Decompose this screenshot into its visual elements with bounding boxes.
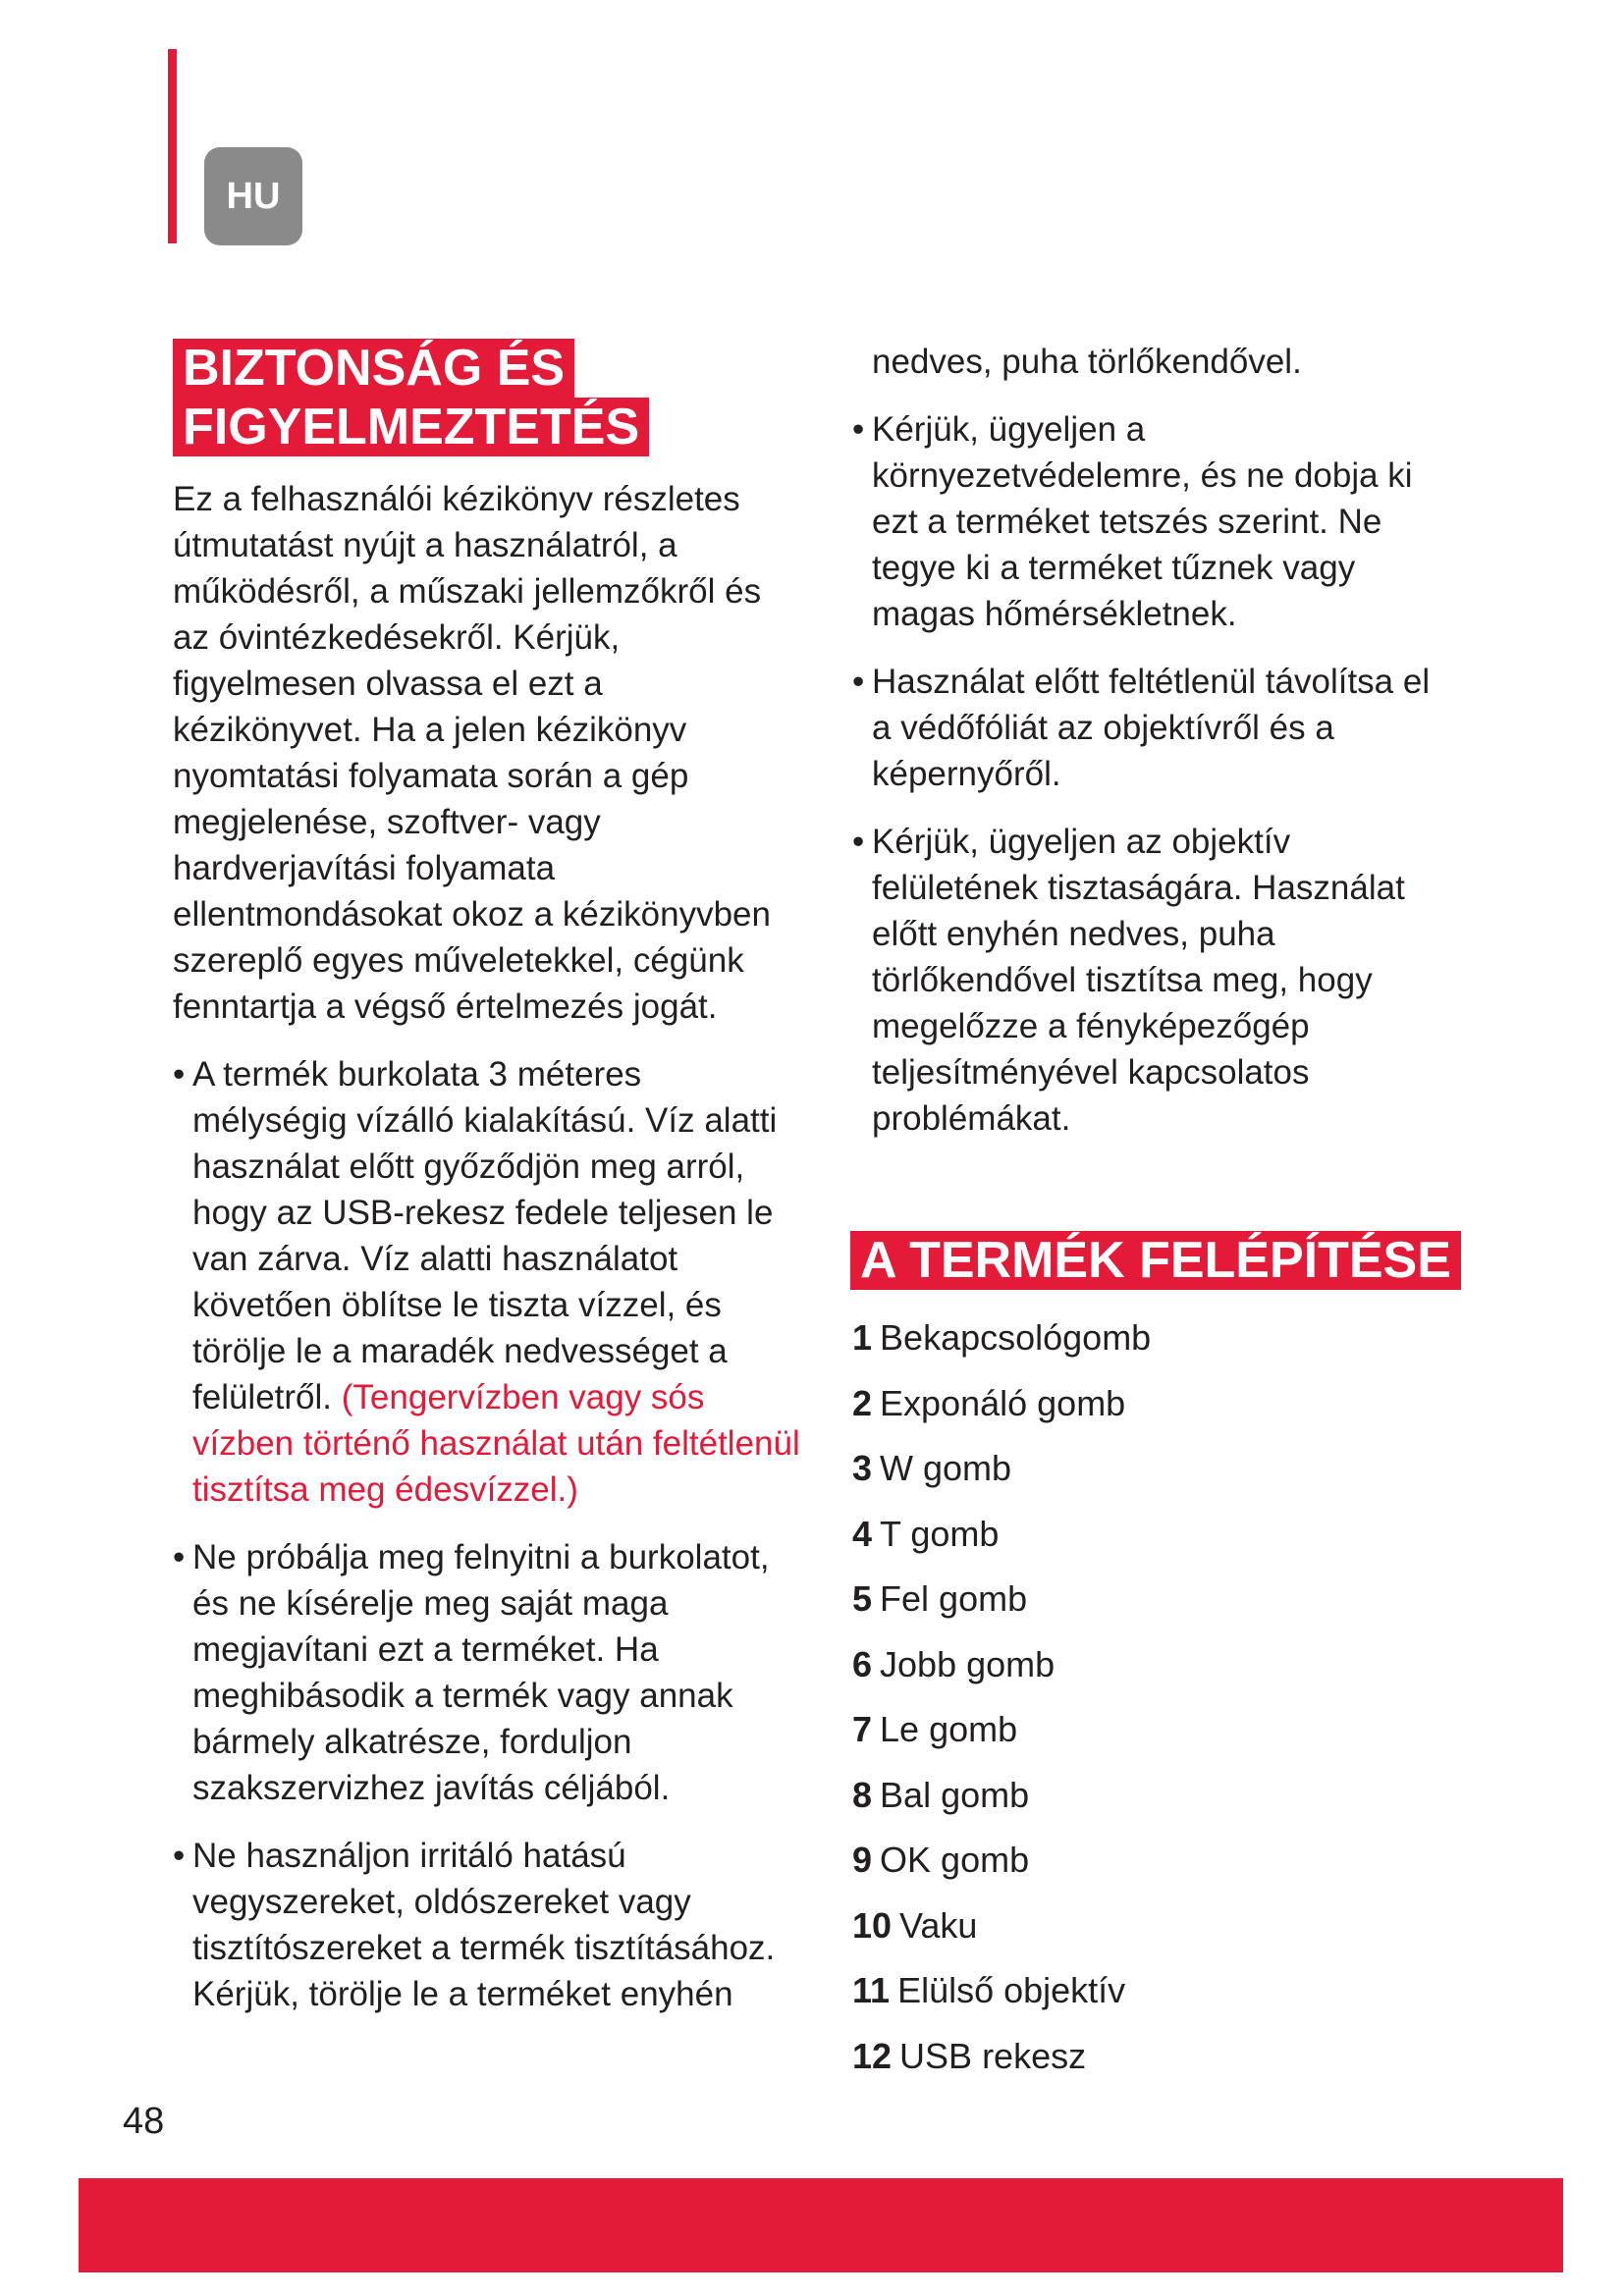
bullet-waterproof-note: (Tengervízben vagy sós vízben történő használat után feltétlenül tisztítsa meg édesvízzel.) — [192, 1378, 800, 1509]
bullet-protective-film — [852, 659, 1441, 797]
bullet-waterproof-text: A termék burkolata 3 méteres mélységig vízálló kialakítású. Víz alatti használat előtt győződjön meg arról, hogy az USB-rekesz fedele teljesen le van zárva. Víz alatti használatot követően öblítse le tiszta vízzel, és törölje le a maradék nedvességet a felületről. — [192, 1055, 778, 1416]
bullet-no-chemicals — [173, 1833, 801, 2017]
side-accent-bar — [168, 49, 177, 243]
bullet-no-chemicals-text: Ne használjon irritáló hatású vegyszereket, oldószereket vagy tisztítószereket a termék tisztításához. Kérjük, törölje le a terméket enyhén — [192, 1837, 776, 2013]
bullet-lens-cleaning-text: Kérjük, ügyeljen az objektív felületének tisztaságára. Használat előtt enyhén nedves, puha törlőkendővel tisztítsa meg, hogy megelőzze a fényképezőgép teljesítményével kapcsolatos problémákat. — [872, 823, 1405, 1138]
bullet-environment — [852, 406, 1441, 637]
part-item: 2 Exponáló gomb — [852, 1382, 1126, 1423]
footer-accent-bar — [79, 2178, 1563, 2272]
safety-heading-line-1: BIZTONSÁG ÉS — [173, 339, 574, 398]
bullet-protective-film-text: Használat előtt feltétlenül távolítsa el a védőfóliát az objektívről és a képernyőről. — [872, 663, 1431, 793]
bullet-dot: • — [173, 1538, 186, 1576]
part-item: 5 Fel gomb — [852, 1578, 1028, 1619]
language-badge: HU — [204, 147, 302, 245]
part-item: 1 Bekapcsológomb — [852, 1317, 1152, 1358]
bullet-lens-cleaning — [852, 819, 1441, 1142]
bullet-waterproof — [173, 1051, 801, 1513]
bullet-do-not-open — [173, 1534, 801, 1811]
part-item: 4 T gomb — [852, 1513, 1000, 1554]
intro-paragraph: Ez a felhasználói kézikönyv részletes útmutatást nyújt a használatról, a működésről, a műszaki jellemzőkről és az óvintézkedésekről. Kérjük, figyelmesen olvassa el ezt a kézikönyvet. Ha a jelen kézikönyv nyomtatási folyamata során a gép megjelenése, szoftver- vagy hardverjavítási folyamata ellentmondásokat okoz a kézikönyvben szereplő egyes műveletekkel, cégünk fenntartja a végső értelmezés jogát. — [173, 480, 771, 1026]
part-item: 9 OK gomb — [852, 1840, 1030, 1880]
left-column — [173, 476, 801, 2039]
bullet-dot: • — [852, 823, 865, 861]
part-item: 11 Elülső objektív — [852, 1970, 1126, 2010]
page-number: 48 — [123, 2101, 165, 2142]
parts-list — [852, 1306, 1441, 2089]
bullet-no-chemicals-continuation: nedves, puha törlőkendővel. — [872, 343, 1302, 381]
part-item: 8 Bal gomb — [852, 1774, 1030, 1815]
part-item: 6 Jobb gomb — [852, 1643, 1056, 1684]
part-item: 7 Le gomb — [852, 1709, 1018, 1749]
part-item: 10 Vaku — [852, 1904, 978, 1946]
bullet-environment-text: Kérjük, ügyeljen a környezetvédelemre, és ne dobja ki ezt a terméket tetszés szerint. Ne tegye ki a terméket tűznek vagy magas hőmérsékletnek. — [872, 410, 1413, 633]
safety-heading — [173, 339, 649, 456]
bullet-dot: • — [852, 410, 865, 449]
structure-heading — [850, 1231, 1461, 1290]
right-column — [852, 339, 1441, 1163]
structure-heading-line: A TERMÉK FELÉPÍTÉSE — [850, 1231, 1461, 1290]
bullet-dot: • — [173, 1837, 186, 1875]
bullet-dot: • — [173, 1055, 186, 1094]
bullet-do-not-open-text: Ne próbálja meg felnyitni a burkolatot, és ne kísérelje meg saját maga megjavítani ezt a terméket. Ha meghibásodik a termék vagy annak bármely alkatrésze, forduljon szakszervizhez javítás céljából. — [192, 1538, 770, 1807]
part-item: 12 USB rekesz — [852, 2035, 1087, 2076]
part-item: 3 W gomb — [852, 1448, 1012, 1488]
bullet-dot: • — [852, 663, 865, 701]
safety-heading-line-2: FIGYELMEZTETÉS — [173, 398, 649, 456]
